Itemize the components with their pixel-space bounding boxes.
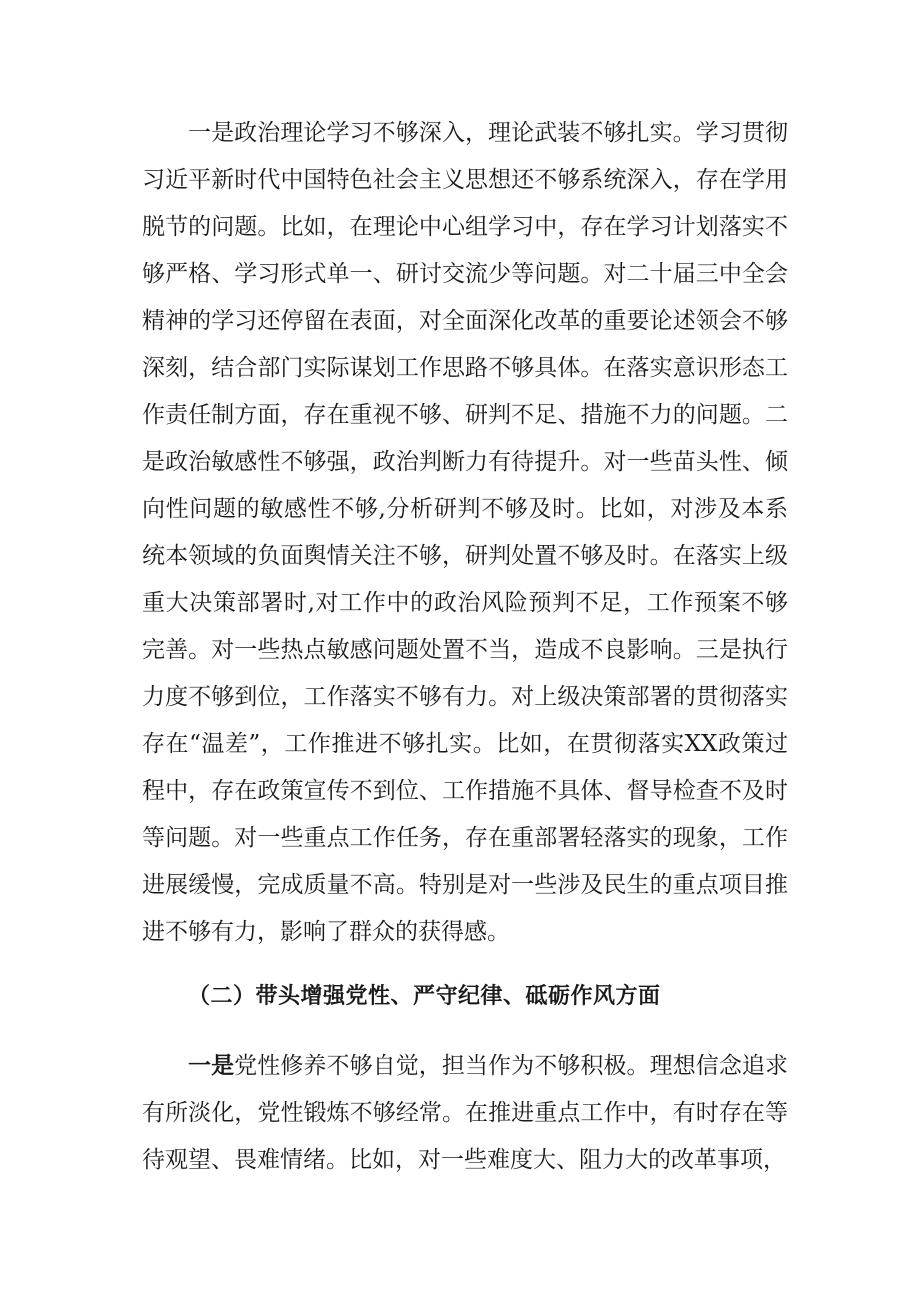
- body-paragraph-2: [142, 1043, 788, 1184]
- section-heading: （二）带头增强党性、严守纪律、砥砺作风方面: [188, 984, 661, 1009]
- paragraph-text: 党性修养不够自觉，担当作为不够积极。理想信念追求有所淡化，党性锻炼不够经常。在推进重点工作中，有时存在等待观望、畏难情绪。比如，对一些难度大、阻力大的改革事项，: [142, 1053, 789, 1173]
- paragraph-lead: 一是: [188, 1053, 235, 1079]
- body-paragraph: 一是政治理论学习不够深入，理论武装不够扎实。学习贯彻习近平新时代中国特色社会主义思想还不够系统深入，存在学用脱节的问题。比如，在理论中心组学习中，存在学习计划落实不够严格、学习形式单一、研讨交流少等问题。对二十届三中全会精神的学习还停留在表面，对全面深化改革的重要论述领会不够深刻，结合部门实际谋划工作思路不够具体。在落实意识形态工作责任制方面，存在重视不够、研判不足、措施不力的问题。二是政治敏感性不够强，政治判断力有待提升。对一些苗头性、倾向性问题的敏感性不够,分析研判不够及时。比如，对涉及本系统本领域的负面舆情关注不够，研判处置不够及时。在落实上级重大决策部署时,对工作中的政治风险预判不足，工作预案不够完善。对一些热点敏感问题处置不当，造成不良影响。三是执行力度不够到位，工作落实不够有力。对上级决策部署的贯彻落实存在“温差”，工作推进不够扎实。比如，在贯彻落实XX政策过程中，存在政策宣传不到位、工作措施不具体、督导检查不及时等问题。对一些重点工作任务，存在重部署轻落实的现象，工作进展缓慢，完成质量不高。特别是对一些涉及民生的重点项目推进不够有力，影响了群众的获得感。: [142, 120, 788, 945]
